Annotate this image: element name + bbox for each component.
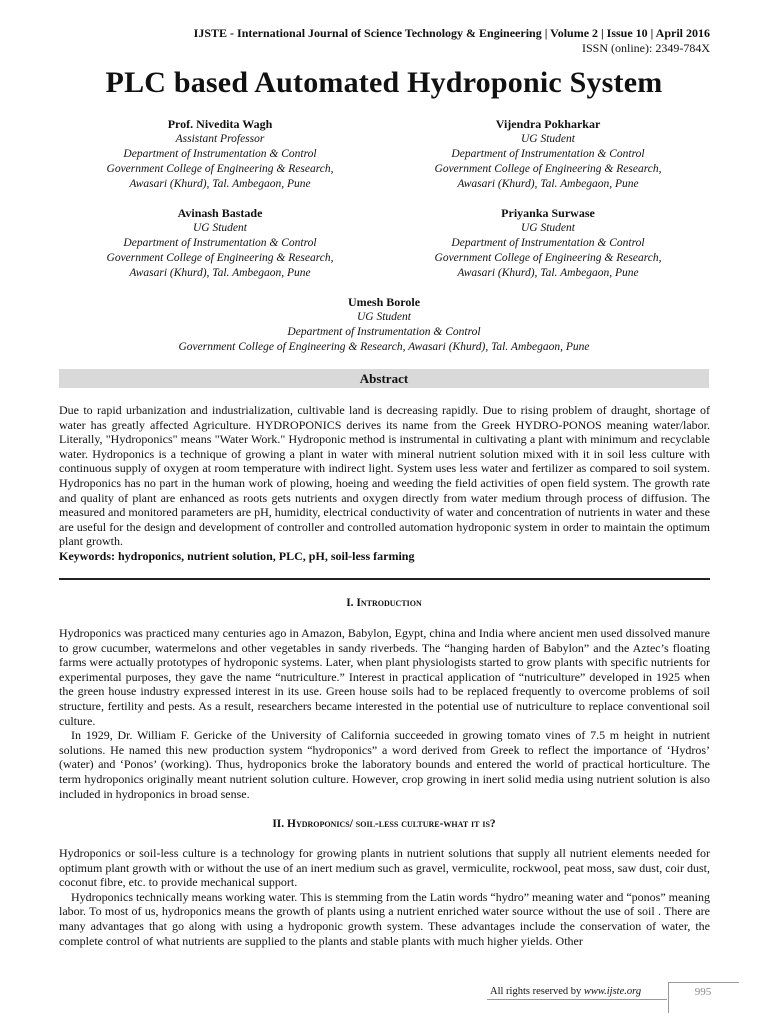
keywords: Keywords: hydroponics, nutrient solution, PLC, pH, soil-less farming (59, 548, 415, 563)
issn: ISSN (online): 2349-784X (582, 41, 710, 55)
author-place: Awasari (Khurd), Tal. Ambegaon, Pune (457, 178, 639, 190)
author-name: Prof. Nivedita Wagh (167, 117, 273, 131)
author-block (70, 117, 370, 192)
author-college: Government College of Engineering & Research, (106, 163, 334, 175)
author-place: Awasari (Khurd), Tal. Ambegaon, Pune (129, 178, 311, 190)
author-dept: Department of Instrumentation & Control (451, 148, 645, 160)
page-number: 995 (694, 986, 712, 998)
paragraph: In 1929, Dr. William F. Gericke of the University of California succeeded in growing tomato vines of 7.5 m height in nutrient solutions. He named this new production system “hydroponics” a word derived from Greek to reflect the importance of ‘Hydros’ (water) and ‘Ponos’ (working). Thus, hydroponics broke the laboratory bounds and entered the world of practical horticulture. The term hydroponics originally meant nutrient solution culture. However, crop growing in inert solid media using nutrient solution is also included in hydroponics in broad sense. (59, 728, 710, 801)
journal-header (194, 26, 710, 56)
section-divider (59, 578, 710, 580)
paper-title: PLC based Automated Hydroponic System (105, 66, 663, 99)
author-place: Awasari (Khurd), Tal. Ambegaon, Pune (129, 267, 311, 279)
paragraph: Hydroponics technically means working water. This is stemming from the Latin words “hydro” meaning water and “ponos” meaning labor. To most of us, hydroponics means the growth of plants using a nutrient enriched water source without the use of soil . There are many advantages that go along with using a hydroponic growth system. These advantages include the conservation of water, the complete control of what nutrients are supplied to the plants and stable plants with much higher yields. Other (59, 889, 710, 948)
author-role: UG Student (521, 222, 575, 234)
footer-rights (490, 986, 641, 997)
section-body (59, 846, 710, 948)
author-place: Awasari (Khurd), Tal. Ambegaon, Pune (457, 267, 639, 279)
author-dept: Department of Instrumentation & Control (287, 326, 481, 338)
paragraph: Hydroponics or soil-less culture is a technology for growing plants in nutrient solutions that supply all nutrient elements needed for optimum plant growth with or without the use of an inert medium such as gravel, vermiculite, rockwool, peat moss, saw dust, coir dust, coconut fibre, etc. to provide mechanical support. (59, 846, 710, 890)
author-role: UG Student (357, 311, 411, 323)
abstract-heading: Abstract (59, 369, 709, 388)
author-block (60, 295, 708, 355)
abstract-body (59, 403, 710, 564)
author-role: UG Student (193, 222, 247, 234)
author-college: Government College of Engineering & Research, (434, 252, 662, 264)
section-heading: II. Hydroponics/ soil-less culture-what it is? (272, 818, 496, 830)
author-block (398, 117, 698, 192)
author-dept: Department of Instrumentation & Control (123, 237, 317, 249)
author-dept: Department of Instrumentation & Control (123, 148, 317, 160)
section-heading: I. Introduction (346, 597, 422, 609)
footer-rule (487, 999, 667, 1000)
author-dept: Department of Instrumentation & Control (451, 237, 645, 249)
journal-line: IJSTE - International Journal of Science Technology & Engineering | Volume 2 | Issue 10 | April 2016 (193, 26, 710, 40)
author-block (398, 206, 698, 281)
author-role: UG Student (521, 133, 575, 145)
author-college: Government College of Engineering & Research, Awasari (Khurd), Tal. Ambegaon, Pune (178, 341, 590, 353)
section-body (59, 626, 710, 801)
abstract-text: Due to rapid urbanization and industrialization, cultivable land is decreasing rapidly. Due to rising problem of draught, shortage of water has greatly affected Agriculture. HYDROPONICS derives its name from the Greek HYDRO-PONOS meaning water/labor. Literally, "Hydroponics" means "Water Work." Hydroponic method is instrumental in cultivating a plant with minimum and recyclable water. Hydroponics is a technique of growing a plant in water with mineral nutrient solution mixed with it in soil less culture with continuous supply of oxygen at room temperature with indirect light. System uses less water and fertilizer as compared to soil system. Hydroponics has no part in the human work of plowing, hoeing and weeding the field activities of open field system. The growth rate and quality of plant are enhanced as roots gets nutrients and oxygen directly from water medium through process of diffusion. The measured and monitored parameters are pH, humidity, electrical conductivity of water and concentration of nutrients in water and these are useful for the design and development of controller and controlled automation hydroponic system in order to maintain the optimum plant growth. (59, 403, 710, 549)
author-block (70, 206, 370, 281)
author-name: Avinash Bastade (177, 206, 263, 220)
author-name: Priyanka Surwase (501, 206, 595, 220)
author-college: Government College of Engineering & Research, (106, 252, 334, 264)
author-name: Vijendra Pokharkar (495, 117, 601, 131)
rights-text: All rights reserved by (490, 986, 582, 997)
author-role: Assistant Professor (175, 133, 265, 145)
author-name: Umesh Borole (347, 295, 421, 309)
paragraph: Hydroponics was practiced many centuries ago in Amazon, Babylon, Egypt, china and India where ancient men used dissolved manure to grow cucumber, watermelons and other vegetables in sandy riverbeds. The “hanging harden of Babylon” and the Aztec’s floating farms were actually prototypes of hydroponic systems. Later, when plant physiologists started to grow plants with specific nutrients for experimental purposes, they gave the name “nutriculture.” Interest in practical application of “nutriculture” developed in 1925 when the green house industry expressed interest in its use. Green house soils had to be replaced frequently to overcome problems of soil structure, fertility and pests. As a result, researchers became interested in the potential use of nutriculture to replace conventional soil culture. (59, 626, 710, 728)
author-college: Government College of Engineering & Research, (434, 163, 662, 175)
footer-url[interactable]: www.ijste.org (583, 986, 642, 997)
